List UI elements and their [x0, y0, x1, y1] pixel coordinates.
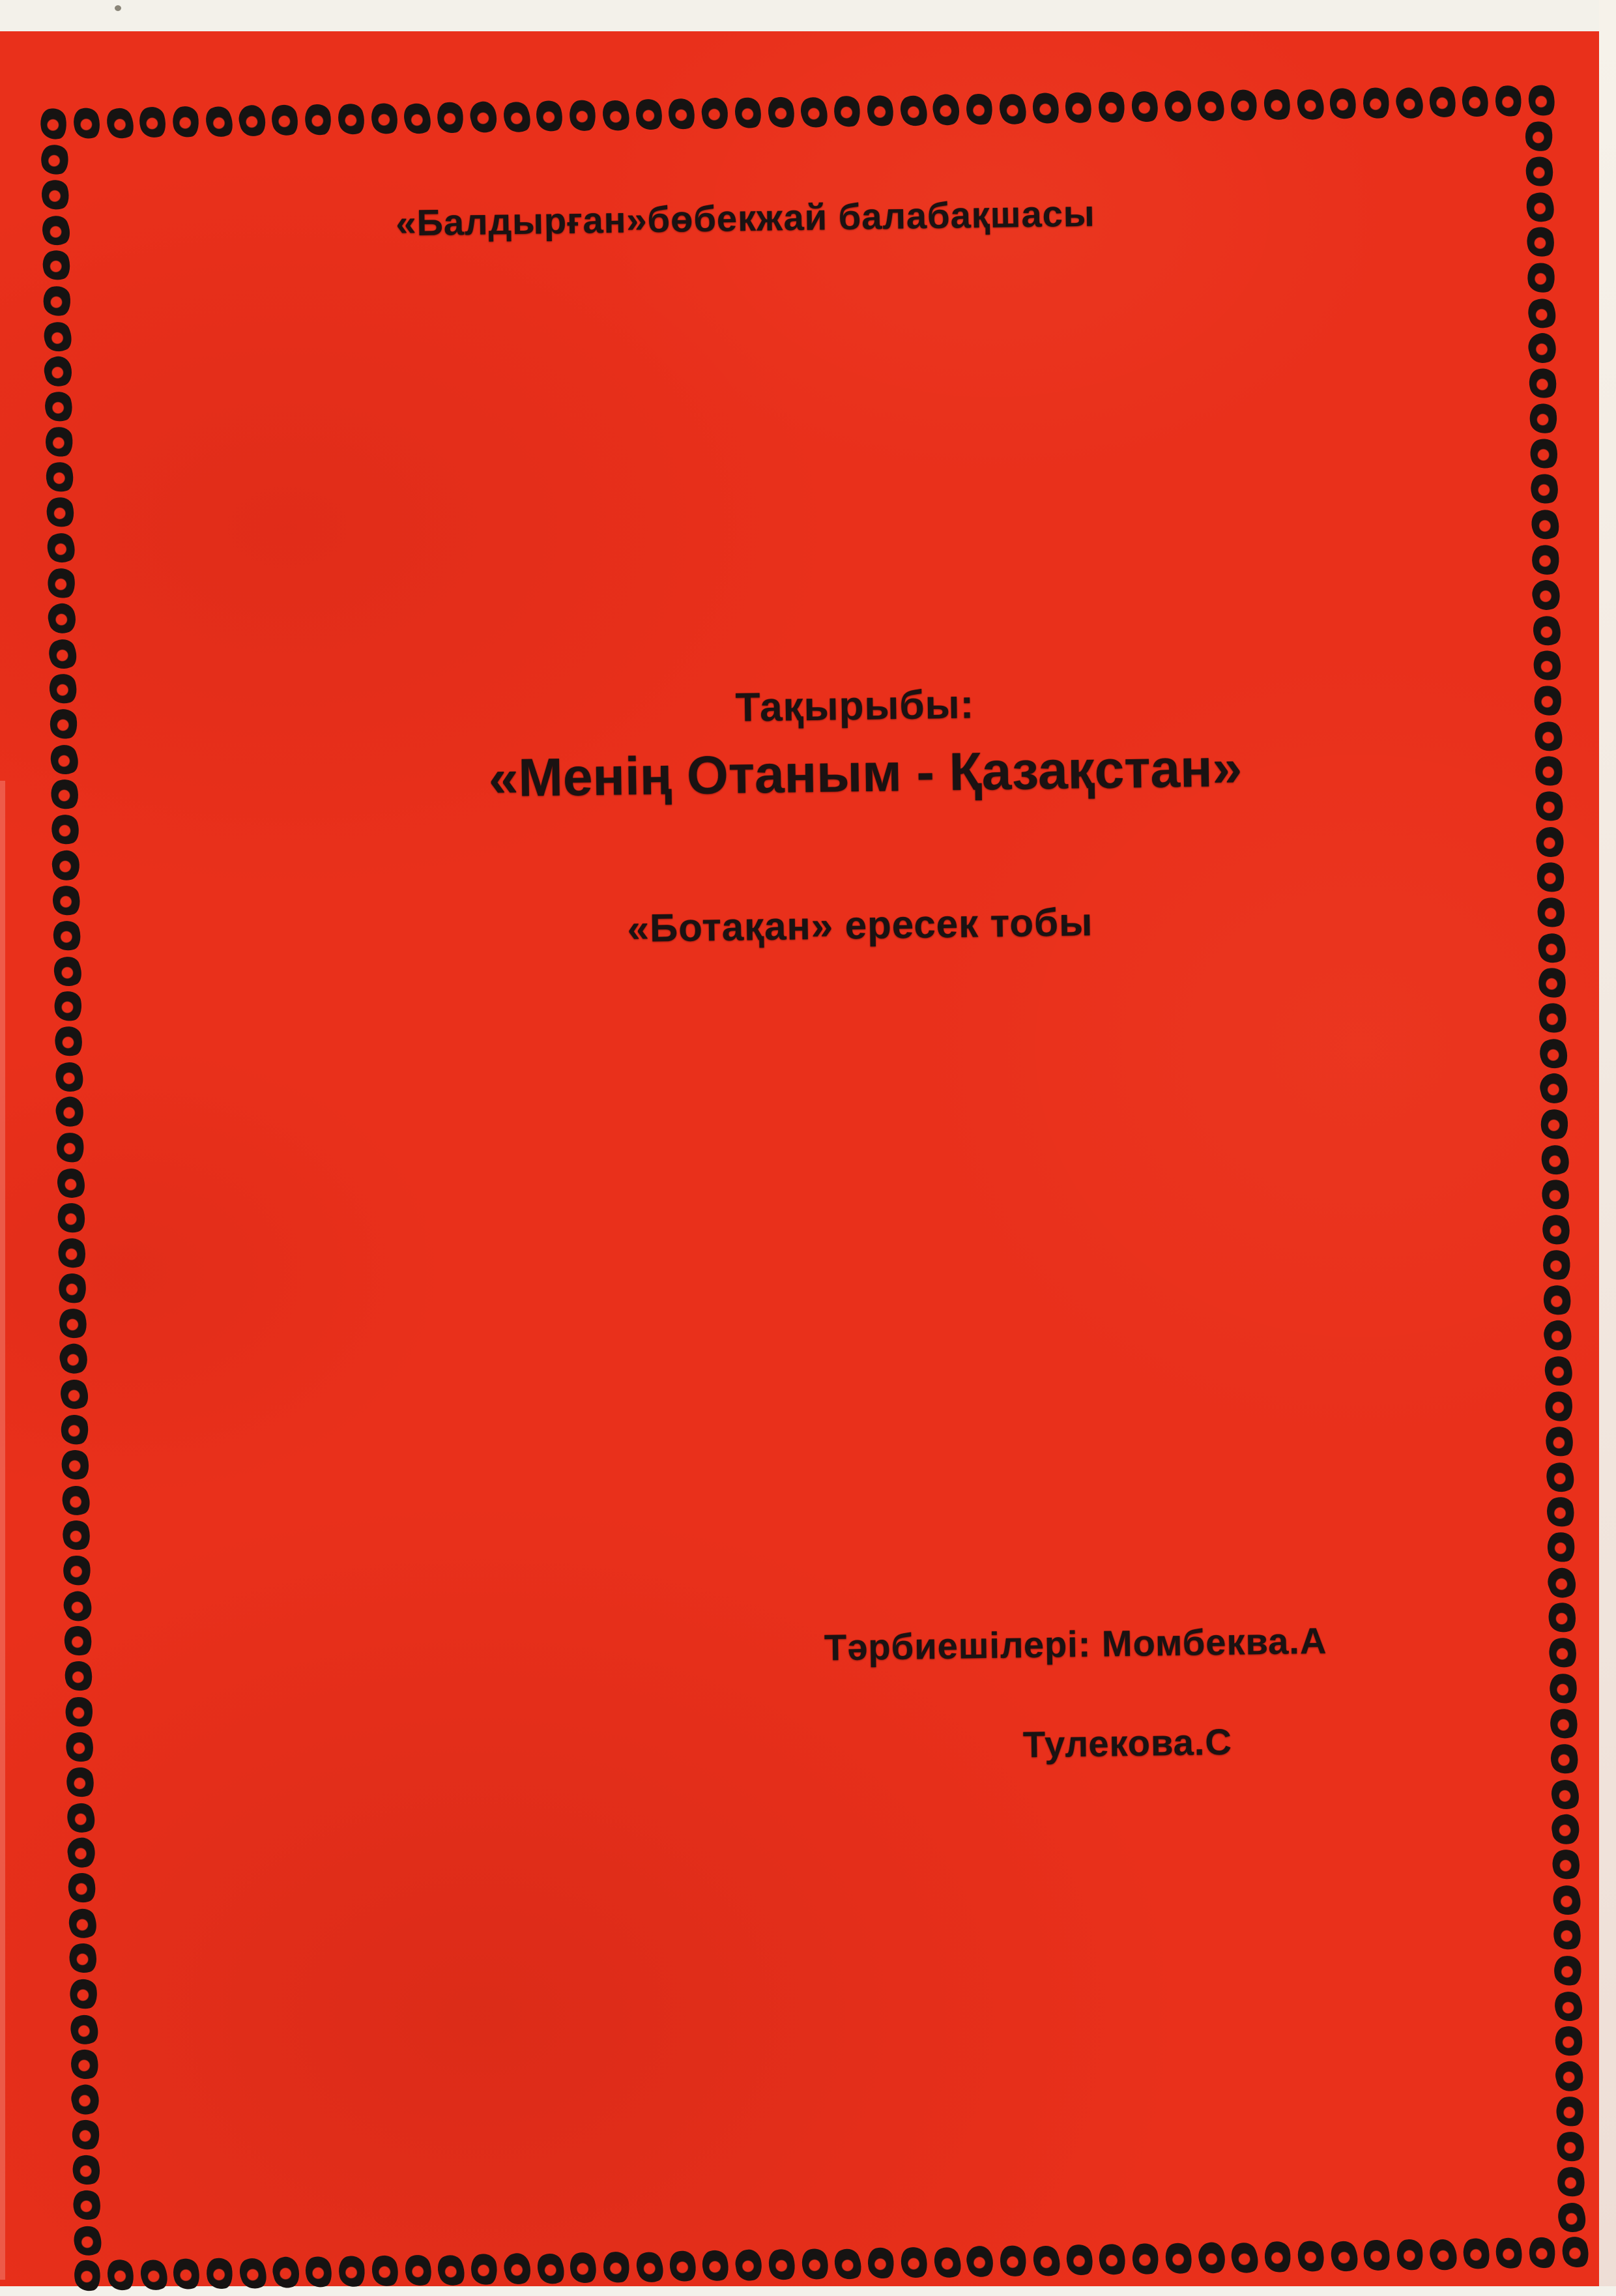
border-ornament-icon — [567, 2249, 600, 2286]
border-ornament-icon — [1549, 1847, 1583, 1883]
border-ornament-icon — [796, 93, 832, 132]
border-ornament-icon — [632, 96, 665, 133]
border-ornament-icon — [1543, 1389, 1575, 1423]
border-ornament-icon — [1062, 89, 1095, 126]
border-ornament-icon — [63, 1764, 97, 1800]
border-ornament-icon — [1525, 82, 1558, 119]
border-ornament-icon — [51, 1058, 87, 1096]
border-ornament-icon — [1425, 2235, 1461, 2274]
border-ornament-icon — [56, 1305, 90, 1341]
border-ornament-icon — [70, 2222, 106, 2260]
border-ornament-icon — [38, 177, 72, 213]
border-ornament-icon — [1161, 88, 1194, 125]
border-ornament-icon — [897, 2244, 931, 2281]
scan-speck-icon — [115, 5, 121, 11]
border-ornament-icon — [1531, 718, 1567, 755]
border-ornament-icon — [1527, 471, 1561, 507]
border-ornament-icon — [895, 92, 931, 130]
border-ornament-icon — [1525, 261, 1557, 295]
border-ornament-icon — [1540, 1283, 1574, 1318]
border-ornament-icon — [1537, 966, 1568, 1000]
border-ornament-icon — [63, 1729, 96, 1765]
border-ornament-icon — [55, 1235, 89, 1271]
border-ornament-icon — [1460, 2235, 1493, 2273]
border-ornament-icon — [1539, 1212, 1573, 1247]
border-ornament-icon — [50, 882, 83, 918]
border-ornament-icon — [69, 2152, 103, 2188]
border-ornament-icon — [532, 2250, 568, 2288]
border-ornament-icon — [1537, 1141, 1574, 1179]
border-ornament-icon — [1548, 1671, 1580, 1706]
border-ornament-icon — [1529, 577, 1563, 613]
border-ornament-icon — [68, 2082, 102, 2117]
border-ornament-icon — [170, 104, 201, 139]
border-ornament-icon — [136, 2256, 171, 2294]
border-ornament-icon — [1551, 1953, 1583, 1988]
border-ornament-icon — [666, 2248, 699, 2285]
border-ornament-icon — [1529, 542, 1561, 577]
border-ornament-icon — [46, 566, 78, 600]
border-ornament-icon — [1534, 929, 1570, 967]
border-ornament-icon — [1530, 647, 1564, 683]
border-ornament-icon — [1426, 83, 1459, 121]
border-ornament-icon — [1195, 2239, 1228, 2276]
border-ornament-icon — [533, 98, 566, 135]
border-ornament-icon — [1260, 86, 1293, 123]
border-ornament-icon — [1532, 753, 1566, 789]
border-ornament-icon — [1527, 401, 1559, 436]
border-ornament-icon — [1063, 2241, 1096, 2278]
border-ornament-icon — [59, 1588, 96, 1625]
border-ornament-icon — [1228, 87, 1260, 123]
border-ornament-icon — [1533, 789, 1566, 824]
border-ornament-icon — [1523, 224, 1557, 260]
border-ornament-icon — [61, 1659, 95, 1694]
border-ornament-icon — [1550, 1917, 1584, 1953]
border-ornament-icon — [1193, 87, 1229, 125]
border-ornament-icon — [1553, 2129, 1587, 2164]
border-ornament-icon — [1540, 1352, 1577, 1390]
border-ornament-icon — [46, 671, 80, 706]
border-ornament-icon — [50, 848, 81, 882]
border-ornament-icon — [498, 98, 534, 136]
border-ornament-icon — [1546, 1635, 1580, 1671]
border-ornament-icon — [61, 1623, 95, 1659]
border-ornament-icon — [40, 317, 76, 355]
border-ornament-icon — [1533, 859, 1567, 895]
border-ornament-icon — [1549, 1882, 1585, 1919]
border-ornament-icon — [52, 989, 84, 1024]
border-ornament-icon — [1545, 1530, 1577, 1565]
border-ornament-icon — [1292, 85, 1328, 124]
border-ornament-icon — [65, 1870, 99, 1906]
scanner-margin-right — [1599, 0, 1616, 2286]
border-ornament-icon — [1534, 824, 1566, 859]
border-ornament-icon — [632, 2248, 668, 2286]
border-ornament-icon — [865, 2246, 897, 2281]
border-ornament-icon — [336, 2254, 368, 2289]
border-top — [40, 85, 1555, 141]
border-ornament-icon — [57, 1341, 91, 1377]
border-ornament-icon — [59, 1517, 93, 1553]
border-ornament-icon — [1537, 1071, 1571, 1107]
border-ornament-icon — [1361, 85, 1392, 121]
border-ornament-icon — [68, 2046, 102, 2082]
border-ornament-icon — [1326, 2237, 1362, 2276]
border-ornament-icon — [268, 102, 302, 139]
border-ornament-icon — [59, 1412, 91, 1447]
border-ornament-icon — [1536, 1000, 1570, 1036]
border-ornament-icon — [39, 248, 73, 283]
border-ornament-icon — [863, 93, 897, 130]
border-left — [41, 145, 104, 2256]
border-ornament-icon — [1361, 2237, 1394, 2274]
border-ornament-icon — [38, 106, 69, 141]
border-ornament-icon — [1525, 330, 1559, 366]
border-ornament-icon — [1527, 2235, 1558, 2271]
ornament-frame — [40, 85, 1589, 2293]
border-ornament-icon — [1542, 1423, 1576, 1459]
border-ornament-icon — [1554, 2095, 1586, 2129]
border-ornament-icon — [1550, 1812, 1581, 1847]
border-ornament-icon — [42, 459, 76, 495]
border-ornament-icon — [665, 96, 699, 133]
border-ornament-icon — [235, 2254, 271, 2293]
border-ornament-icon — [70, 2117, 102, 2152]
border-ornament-icon — [1522, 188, 1559, 226]
border-ornament-icon — [1532, 684, 1564, 718]
border-ornament-icon — [38, 212, 74, 250]
border-ornament-icon — [44, 635, 81, 673]
border-ornament-icon — [66, 2011, 102, 2048]
border-ornament-icon — [1523, 295, 1560, 332]
border-ornament-icon — [1538, 1107, 1570, 1141]
border-ornament-icon — [1544, 1564, 1580, 1602]
border-ornament-icon — [302, 2254, 336, 2291]
border-ornament-icon — [38, 143, 70, 177]
border-ornament-icon — [1545, 1600, 1579, 1636]
border-ornament-icon — [930, 91, 963, 128]
border-ornament-icon — [1394, 2237, 1426, 2273]
border-ornament-icon — [45, 600, 79, 636]
border-ornament-icon — [42, 388, 76, 424]
border-ornament-icon — [1544, 1494, 1578, 1530]
educators-line-1: Тәрбиешілері: Момбеква.А — [824, 1620, 1327, 1668]
border-ornament-icon — [50, 953, 86, 991]
border-ornament-icon — [1493, 2235, 1526, 2272]
border-ornament-icon — [601, 2250, 632, 2285]
border-ornament-icon — [964, 2243, 997, 2280]
border-ornament-icon — [1162, 2240, 1195, 2277]
border-ornament-icon — [731, 94, 764, 132]
border-ornament-icon — [1548, 1741, 1581, 1777]
border-ornament-icon — [1294, 2238, 1327, 2275]
border-ornament-icon — [43, 495, 77, 530]
border-ornament-icon — [1262, 2239, 1293, 2274]
border-ornament-icon — [41, 283, 73, 318]
border-bottom — [74, 2237, 1589, 2293]
border-ornament-icon — [57, 1272, 89, 1306]
border-ornament-icon — [765, 2246, 798, 2284]
border-ornament-icon — [1128, 89, 1161, 126]
border-ornament-icon — [1526, 366, 1560, 401]
border-ornament-icon — [53, 1164, 89, 1202]
border-ornament-icon — [102, 104, 138, 143]
border-ornament-icon — [41, 353, 75, 389]
scan-edge-artifact — [0, 781, 5, 2280]
border-ornament-icon — [1559, 2234, 1592, 2271]
border-ornament-icon — [764, 94, 798, 131]
border-ornament-icon — [50, 918, 84, 953]
border-ornament-icon — [368, 2252, 401, 2289]
border-ornament-icon — [1540, 1318, 1574, 1354]
border-ornament-icon — [1554, 2164, 1588, 2200]
border-ornament-icon — [1540, 1248, 1572, 1283]
border-ornament-icon — [235, 102, 268, 139]
border-ornament-icon — [467, 98, 500, 136]
border-ornament-icon — [302, 102, 334, 138]
border-ornament-icon — [63, 1799, 99, 1837]
border-ornament-icon — [500, 2250, 534, 2288]
border-ornament-icon — [929, 2243, 965, 2282]
border-ornament-icon — [66, 1941, 100, 1977]
group-name: «Ботақан» ересек тобы — [627, 900, 1093, 950]
border-ornament-icon — [1551, 2023, 1585, 2059]
border-ornament-icon — [435, 100, 466, 135]
border-ornament-icon — [1096, 2241, 1129, 2278]
border-ornament-icon — [104, 2257, 137, 2294]
topic-label: Тақырыбы: — [735, 682, 975, 731]
border-ornament-icon — [54, 1130, 86, 1165]
border-ornament-icon — [48, 777, 81, 813]
border-ornament-icon — [1552, 2058, 1586, 2094]
border-ornament-icon — [1527, 436, 1561, 472]
border-ornament-icon — [399, 100, 435, 138]
border-ornament-icon — [63, 1694, 95, 1729]
border-ornament-icon — [54, 1200, 88, 1236]
border-ornament-icon — [170, 2256, 203, 2293]
border-ornament-icon — [70, 105, 103, 142]
border-ornament-icon — [1538, 1176, 1572, 1212]
border-ornament-icon — [733, 2248, 764, 2283]
border-right — [1525, 121, 1588, 2233]
border-ornament-icon — [1493, 83, 1524, 119]
border-ornament-icon — [58, 1447, 92, 1483]
border-ornament-icon — [48, 812, 82, 848]
border-ornament-icon — [70, 2187, 104, 2223]
border-ornament-icon — [469, 2252, 500, 2287]
red-paper-sheet — [0, 31, 1599, 2286]
border-ornament-icon — [1553, 2199, 1590, 2237]
border-ornament-icon — [1534, 894, 1568, 930]
scanner-margin-top — [0, 0, 1616, 31]
border-ornament-icon — [1547, 1776, 1583, 1814]
border-ornament-icon — [201, 102, 237, 141]
border-ornament-icon — [61, 1554, 93, 1588]
border-ornament-icon — [1459, 83, 1492, 121]
border-ornament-icon — [699, 2247, 732, 2284]
border-ornament-icon — [1547, 1706, 1581, 1741]
border-ornament-icon — [433, 2251, 469, 2289]
border-ornament-icon — [1392, 84, 1428, 123]
border-ornament-icon — [1028, 2242, 1064, 2280]
border-ornament-icon — [401, 2252, 435, 2289]
border-ornament-icon — [1542, 1459, 1578, 1496]
border-ornament-icon — [68, 1977, 100, 2011]
border-ornament-icon — [1096, 90, 1127, 125]
border-ornament-icon — [1522, 154, 1556, 190]
border-ornament-icon — [1529, 612, 1565, 650]
border-ornament-icon — [53, 1094, 87, 1130]
border-ornament-icon — [65, 1836, 97, 1870]
border-ornament-icon — [598, 96, 634, 135]
page-title: «Менің Отаным - Қазақстан» — [488, 738, 1243, 809]
border-ornament-icon — [1327, 85, 1360, 123]
border-ornament-icon — [51, 1023, 85, 1059]
border-ornament-icon — [58, 1481, 94, 1519]
border-ornament-icon — [1130, 2241, 1161, 2276]
border-ornament-icon — [65, 1905, 101, 1943]
border-ornament-icon — [831, 94, 863, 129]
border-ornament-icon — [964, 92, 995, 127]
border-ornament-icon — [334, 101, 368, 138]
border-ornament-icon — [56, 1376, 93, 1414]
border-ornament-icon — [998, 2243, 1029, 2278]
border-ornament-icon — [48, 707, 79, 742]
border-ornament-icon — [46, 741, 83, 779]
border-ornament-icon — [798, 2246, 831, 2283]
border-ornament-icon — [1535, 1035, 1572, 1073]
border-ornament-icon — [1523, 119, 1555, 154]
border-ornament-icon — [1227, 2239, 1263, 2277]
border-ornament-icon — [1550, 1987, 1587, 2025]
border-ornament-icon — [72, 2258, 103, 2293]
border-ornament-icon — [1029, 90, 1062, 127]
border-ornament-icon — [1527, 506, 1563, 544]
border-ornament-icon — [43, 529, 79, 567]
border-ornament-icon — [995, 90, 1031, 128]
border-ornament-icon — [567, 98, 598, 133]
educators-line-2: Тулекова.С — [1022, 1721, 1233, 1766]
kindergarten-name: «Балдырған»бөбекжай балабақшасы — [396, 192, 1095, 244]
border-ornament-icon — [269, 2254, 302, 2291]
border-ornament-icon — [830, 2245, 866, 2284]
border-ornament-icon — [136, 104, 169, 141]
border-ornament-icon — [368, 100, 401, 138]
border-ornament-icon — [699, 96, 730, 131]
border-ornament-icon — [43, 425, 75, 459]
